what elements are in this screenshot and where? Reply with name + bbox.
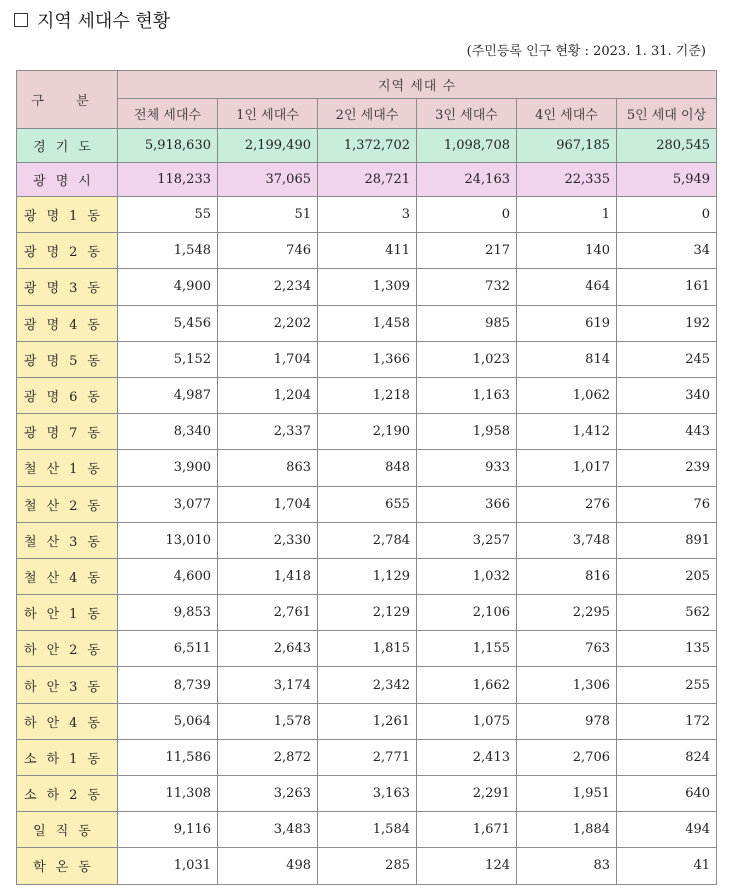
household-count: 2,872 bbox=[218, 739, 318, 775]
household-count: 1,458 bbox=[318, 305, 417, 341]
region-name: 소하1동 bbox=[17, 739, 118, 775]
region-name: 광명3동 bbox=[17, 269, 118, 305]
region-name: 하안2동 bbox=[17, 631, 118, 667]
household-count: 1,075 bbox=[417, 703, 517, 739]
household-count: 967,185 bbox=[517, 129, 617, 163]
household-count: 1,306 bbox=[517, 667, 617, 703]
household-count: 985 bbox=[417, 305, 517, 341]
page-title-text: 지역 세대수 현황 bbox=[37, 11, 171, 32]
table-row bbox=[17, 450, 717, 486]
region-name: 일직동 bbox=[17, 812, 118, 848]
household-count: 1,958 bbox=[417, 414, 517, 450]
region-name: 학온동 bbox=[17, 848, 118, 884]
household-count: 1,372,702 bbox=[318, 129, 417, 163]
household-count: 1,418 bbox=[218, 558, 318, 594]
household-count: 11,586 bbox=[118, 739, 218, 775]
household-count: 1,951 bbox=[517, 776, 617, 812]
table-row bbox=[17, 703, 717, 739]
household-count: 498 bbox=[218, 848, 318, 884]
household-count: 239 bbox=[617, 450, 717, 486]
column-header: 전체 세대수 bbox=[118, 99, 218, 129]
household-count: 1,023 bbox=[417, 341, 517, 377]
region-name: 경기도 bbox=[17, 129, 118, 163]
household-count: 1,884 bbox=[517, 812, 617, 848]
household-count: 5,152 bbox=[118, 341, 218, 377]
household-count: 655 bbox=[318, 486, 417, 522]
household-count: 11,308 bbox=[118, 776, 218, 812]
household-count: 76 bbox=[617, 486, 717, 522]
household-count: 1,412 bbox=[517, 414, 617, 450]
table-row bbox=[17, 377, 717, 413]
column-header: 5인 세대 이상 bbox=[617, 99, 717, 129]
page-title bbox=[14, 6, 170, 34]
region-name: 철산1동 bbox=[17, 450, 118, 486]
household-count: 5,918,630 bbox=[118, 129, 218, 163]
household-count: 1,098,708 bbox=[417, 129, 517, 163]
household-count: 245 bbox=[617, 341, 717, 377]
table-row bbox=[17, 341, 717, 377]
household-count: 2,413 bbox=[417, 739, 517, 775]
household-count: 746 bbox=[218, 233, 318, 269]
table-row bbox=[17, 776, 717, 812]
region-name: 광명4동 bbox=[17, 305, 118, 341]
household-count: 640 bbox=[617, 776, 717, 812]
table-row bbox=[17, 163, 717, 197]
household-count: 161 bbox=[617, 269, 717, 305]
household-count: 1,578 bbox=[218, 703, 318, 739]
household-count: 933 bbox=[417, 450, 517, 486]
household-count: 1,671 bbox=[417, 812, 517, 848]
household-count: 3,483 bbox=[218, 812, 318, 848]
column-header: 4인 세대수 bbox=[517, 99, 617, 129]
household-count: 1,366 bbox=[318, 341, 417, 377]
table-row bbox=[17, 739, 717, 775]
table-row bbox=[17, 233, 717, 269]
household-count: 124 bbox=[417, 848, 517, 884]
household-count: 1,309 bbox=[318, 269, 417, 305]
household-count: 816 bbox=[517, 558, 617, 594]
table-row bbox=[17, 595, 717, 631]
household-count: 3,900 bbox=[118, 450, 218, 486]
household-count: 22,335 bbox=[517, 163, 617, 197]
household-count: 9,116 bbox=[118, 812, 218, 848]
household-count: 3,174 bbox=[218, 667, 318, 703]
household-count: 2,643 bbox=[218, 631, 318, 667]
household-count: 8,340 bbox=[118, 414, 218, 450]
household-count: 28,721 bbox=[318, 163, 417, 197]
region-name: 철산3동 bbox=[17, 522, 118, 558]
household-count: 4,600 bbox=[118, 558, 218, 594]
household-count: 494 bbox=[617, 812, 717, 848]
household-count: 824 bbox=[617, 739, 717, 775]
household-count: 2,234 bbox=[218, 269, 318, 305]
household-count: 2,291 bbox=[417, 776, 517, 812]
household-count: 5,456 bbox=[118, 305, 218, 341]
table-row bbox=[17, 269, 717, 305]
region-name: 철산2동 bbox=[17, 486, 118, 522]
household-count: 340 bbox=[617, 377, 717, 413]
household-count: 2,295 bbox=[517, 595, 617, 631]
region-name: 하안4동 bbox=[17, 703, 118, 739]
household-count: 2,771 bbox=[318, 739, 417, 775]
region-name: 하안1동 bbox=[17, 595, 118, 631]
household-count: 1 bbox=[517, 197, 617, 233]
household-count: 2,330 bbox=[218, 522, 318, 558]
region-name: 하안3동 bbox=[17, 667, 118, 703]
household-count: 2,784 bbox=[318, 522, 417, 558]
household-count: 1,031 bbox=[118, 848, 218, 884]
household-count: 192 bbox=[617, 305, 717, 341]
household-count: 3,263 bbox=[218, 776, 318, 812]
table-row bbox=[17, 667, 717, 703]
household-count: 891 bbox=[617, 522, 717, 558]
household-count: 4,900 bbox=[118, 269, 218, 305]
household-count: 1,704 bbox=[218, 486, 318, 522]
household-count: 2,106 bbox=[417, 595, 517, 631]
household-count: 285 bbox=[318, 848, 417, 884]
corner-header: 구 분 bbox=[17, 71, 118, 129]
household-count: 3,257 bbox=[417, 522, 517, 558]
household-count: 411 bbox=[318, 233, 417, 269]
household-count: 1,548 bbox=[118, 233, 218, 269]
region-name: 광명1동 bbox=[17, 197, 118, 233]
household-count: 2,190 bbox=[318, 414, 417, 450]
household-count: 1,155 bbox=[417, 631, 517, 667]
basis-note: (주민등록 인구 현황 : 2023. 1. 31. 기준) bbox=[466, 44, 706, 59]
region-name: 광명2동 bbox=[17, 233, 118, 269]
table-row bbox=[17, 522, 717, 558]
table-row bbox=[17, 197, 717, 233]
checkbox-icon bbox=[14, 13, 28, 27]
household-count: 763 bbox=[517, 631, 617, 667]
household-count: 0 bbox=[617, 197, 717, 233]
household-count: 1,815 bbox=[318, 631, 417, 667]
household-count: 172 bbox=[617, 703, 717, 739]
region-name: 광명시 bbox=[17, 163, 118, 197]
table-row bbox=[17, 305, 717, 341]
household-count: 5,064 bbox=[118, 703, 218, 739]
region-name: 광명7동 bbox=[17, 414, 118, 450]
household-count: 1,163 bbox=[417, 377, 517, 413]
household-count: 366 bbox=[417, 486, 517, 522]
household-count: 814 bbox=[517, 341, 617, 377]
household-count: 24,163 bbox=[417, 163, 517, 197]
column-header: 3인 세대수 bbox=[417, 99, 517, 129]
household-count: 1,032 bbox=[417, 558, 517, 594]
household-count: 732 bbox=[417, 269, 517, 305]
table-body bbox=[17, 129, 717, 885]
household-count: 2,199,490 bbox=[218, 129, 318, 163]
household-count: 1,662 bbox=[417, 667, 517, 703]
household-count: 848 bbox=[318, 450, 417, 486]
household-count: 5,949 bbox=[617, 163, 717, 197]
household-count: 34 bbox=[617, 233, 717, 269]
household-count: 2,337 bbox=[218, 414, 318, 450]
household-count: 1,204 bbox=[218, 377, 318, 413]
household-count: 2,761 bbox=[218, 595, 318, 631]
household-count: 13,010 bbox=[118, 522, 218, 558]
household-count: 863 bbox=[218, 450, 318, 486]
column-header: 2인 세대수 bbox=[318, 99, 417, 129]
household-table bbox=[16, 70, 717, 885]
household-count: 443 bbox=[617, 414, 717, 450]
household-count: 4,987 bbox=[118, 377, 218, 413]
household-count: 8,739 bbox=[118, 667, 218, 703]
table-row bbox=[17, 414, 717, 450]
household-count: 2,706 bbox=[517, 739, 617, 775]
household-count: 3,077 bbox=[118, 486, 218, 522]
table-row bbox=[17, 812, 717, 848]
region-name: 광명5동 bbox=[17, 341, 118, 377]
column-header-row bbox=[17, 99, 717, 129]
household-count: 0 bbox=[417, 197, 517, 233]
household-count: 1,017 bbox=[517, 450, 617, 486]
table-row bbox=[17, 486, 717, 522]
table-row bbox=[17, 848, 717, 884]
household-count: 1,704 bbox=[218, 341, 318, 377]
region-name: 광명6동 bbox=[17, 377, 118, 413]
household-count: 255 bbox=[617, 667, 717, 703]
household-count: 1,584 bbox=[318, 812, 417, 848]
household-count: 135 bbox=[617, 631, 717, 667]
household-count: 118,233 bbox=[118, 163, 218, 197]
table-row bbox=[17, 129, 717, 163]
household-count: 280,545 bbox=[617, 129, 717, 163]
household-count: 276 bbox=[517, 486, 617, 522]
household-count: 205 bbox=[617, 558, 717, 594]
household-count: 1,062 bbox=[517, 377, 617, 413]
household-count: 9,853 bbox=[118, 595, 218, 631]
household-count: 619 bbox=[517, 305, 617, 341]
table-row bbox=[17, 631, 717, 667]
household-count: 1,218 bbox=[318, 377, 417, 413]
household-count: 978 bbox=[517, 703, 617, 739]
household-count: 2,129 bbox=[318, 595, 417, 631]
region-name: 소하2동 bbox=[17, 776, 118, 812]
region-name: 철산4동 bbox=[17, 558, 118, 594]
household-count: 2,342 bbox=[318, 667, 417, 703]
household-count: 1,129 bbox=[318, 558, 417, 594]
household-count: 464 bbox=[517, 269, 617, 305]
household-count: 140 bbox=[517, 233, 617, 269]
household-count: 3 bbox=[318, 197, 417, 233]
household-count: 562 bbox=[617, 595, 717, 631]
household-count: 3,163 bbox=[318, 776, 417, 812]
household-count: 37,065 bbox=[218, 163, 318, 197]
household-count: 55 bbox=[118, 197, 218, 233]
group-header: 지역 세대 수 bbox=[118, 71, 717, 99]
household-count: 51 bbox=[218, 197, 318, 233]
household-count: 217 bbox=[417, 233, 517, 269]
household-count: 2,202 bbox=[218, 305, 318, 341]
household-count: 83 bbox=[517, 848, 617, 884]
household-count: 6,511 bbox=[118, 631, 218, 667]
household-count: 41 bbox=[617, 848, 717, 884]
column-header: 1인 세대수 bbox=[218, 99, 318, 129]
household-count: 1,261 bbox=[318, 703, 417, 739]
table-row bbox=[17, 558, 717, 594]
household-count: 3,748 bbox=[517, 522, 617, 558]
